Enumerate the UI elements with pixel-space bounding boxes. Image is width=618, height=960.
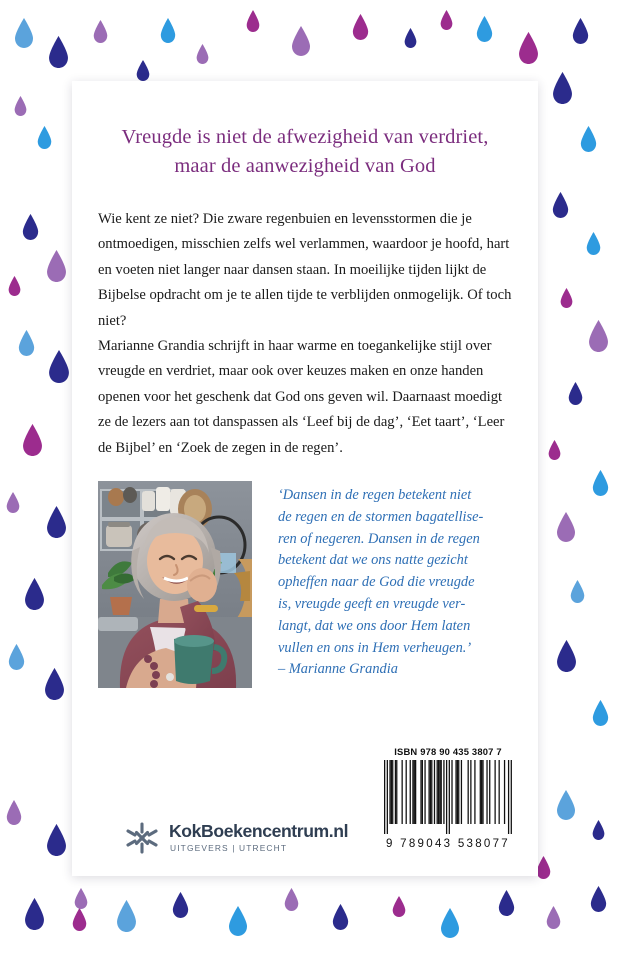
- raindrop-icon: [196, 44, 209, 64]
- publisher-wordmark: KokBoekencentrum.nl: [169, 821, 349, 841]
- quote-line: de regen en de stormen bagatellise-: [278, 508, 484, 525]
- raindrop-icon: [552, 72, 573, 104]
- raindrop-icon: [24, 898, 45, 930]
- card-inner: [98, 81, 512, 876]
- blurb-text: [98, 207, 512, 461]
- kokboekencentrum-mark-icon: [123, 819, 161, 857]
- raindrop-icon: [22, 424, 43, 456]
- quote-line: opheffen naar de God die vreugde: [278, 574, 475, 591]
- raindrop-icon: [476, 16, 493, 42]
- raindrop-icon: [404, 28, 417, 48]
- raindrop-icon: [546, 906, 561, 929]
- raindrop-icon: [48, 350, 70, 383]
- barcode-block: [384, 746, 512, 852]
- content-card: [72, 81, 538, 876]
- raindrop-icon: [18, 330, 35, 356]
- raindrop-icon: [14, 96, 27, 116]
- quote-line: betekent dat we ons natte gezicht: [278, 552, 468, 569]
- quote-line: ren of negeren. Dansen in de regen: [278, 530, 480, 547]
- raindrop-icon: [592, 470, 609, 496]
- raindrop-icon: [568, 382, 583, 405]
- raindrop-icon: [93, 20, 108, 43]
- raindrop-icon: [74, 888, 88, 909]
- raindrop-icon: [556, 790, 576, 820]
- raindrop-icon: [440, 908, 460, 938]
- barcode-digits: 9 789043 538077: [385, 838, 511, 850]
- raindrop-icon: [392, 896, 406, 917]
- raindrop-icon: [498, 890, 515, 916]
- raindrop-icon: [352, 14, 369, 40]
- blurb-paragraph-1: Wie kent ze niet? Die zware regenbuien en levensstormen die je ontmoedigen, misschien zelfs wel verlammen, waardoor je hoofd, hart en voeten niet langer naar dansen staan. In moeilijke tijden lijkt de Bijbelse opdracht om je te allen tijde te verblijden onmogelijk. Of toch niet?: [98, 211, 512, 329]
- raindrop-icon: [6, 492, 20, 513]
- raindrop-icon: [44, 668, 65, 700]
- photo-and-quote-row: [98, 481, 512, 696]
- raindrop-icon: [172, 892, 189, 918]
- raindrop-icon: [46, 250, 67, 282]
- raindrop-icon: [22, 214, 39, 240]
- raindrop-icon: [548, 440, 561, 460]
- raindrop-icon: [291, 26, 311, 56]
- raindrop-icon: [592, 700, 609, 726]
- barcode-image: [384, 760, 512, 834]
- quote-line: langt, dat we ons door Hem laten: [278, 617, 471, 634]
- raindrop-icon: [284, 888, 299, 911]
- quote-line: is, vreugde geeft en vreugde ver-: [278, 595, 466, 612]
- raindrop-icon: [24, 578, 45, 610]
- quote-line: ‘Dansen in de regen betekent niet: [278, 487, 472, 503]
- raindrop-icon: [332, 904, 349, 930]
- raindrop-icon: [518, 32, 539, 64]
- raindrop-icon: [8, 644, 25, 670]
- raindrop-icon: [8, 276, 21, 296]
- raindrop-icon: [246, 10, 260, 32]
- raindrop-icon: [570, 580, 585, 603]
- raindrop-icon: [590, 886, 607, 912]
- raindrop-icon: [37, 126, 52, 149]
- headline-line-2: maar de aanwezigheid van God: [174, 155, 436, 177]
- pull-quote: [278, 485, 512, 681]
- raindrop-icon: [6, 800, 22, 825]
- raindrop-icon: [552, 192, 569, 218]
- raindrop-icon: [136, 60, 150, 81]
- raindrop-icon: [556, 640, 577, 672]
- raindrop-icon: [588, 320, 609, 352]
- isbn-label: ISBN 978 90 435 3807 7: [394, 746, 502, 757]
- raindrop-icon: [560, 288, 573, 308]
- raindrop-icon: [46, 506, 67, 538]
- raindrop-icon: [48, 36, 69, 68]
- quote-line: vullen en ons in Hem verheugen.’: [278, 639, 472, 656]
- publisher-tagline: UITGEVERS | UTRECHT: [170, 843, 288, 853]
- raindrop-icon: [46, 824, 67, 856]
- raindrop-icon: [572, 18, 589, 44]
- publisher-logo: [123, 816, 349, 864]
- raindrop-icon: [14, 18, 34, 48]
- raindrop-icon: [592, 820, 605, 840]
- raindrop-icon: [160, 18, 176, 43]
- raindrop-icon: [72, 908, 87, 931]
- raindrop-icon: [580, 126, 597, 152]
- page-title: [98, 123, 512, 181]
- raindrop-icon: [536, 856, 551, 879]
- raindrop-icon: [586, 232, 601, 255]
- raindrop-icon: [228, 906, 248, 936]
- raindrop-icon: [116, 900, 137, 932]
- quote-attribution: – Marianne Grandia: [278, 661, 398, 678]
- blurb-paragraph-2: Marianne Grandia schrijft in haar warme en toegankelijke stijl over vreugde en verdriet, maar ook over keuzes maken en onze handen openen voor het geschenk dat God ons geven wil. Daarnaast moedigt ze de lezers aan tot danspassen als ‘Leef bij de dag’, ‘Eet taart’, ‘Leer de Bijbel’ en ‘Zoek de zegen in de regen’.: [98, 338, 505, 456]
- raindrop-icon: [440, 10, 453, 30]
- author-photo: [98, 481, 252, 688]
- raindrop-icon: [556, 512, 576, 542]
- headline-line-1: Vreugde is niet de afwezigheid van verdriet,: [121, 126, 489, 148]
